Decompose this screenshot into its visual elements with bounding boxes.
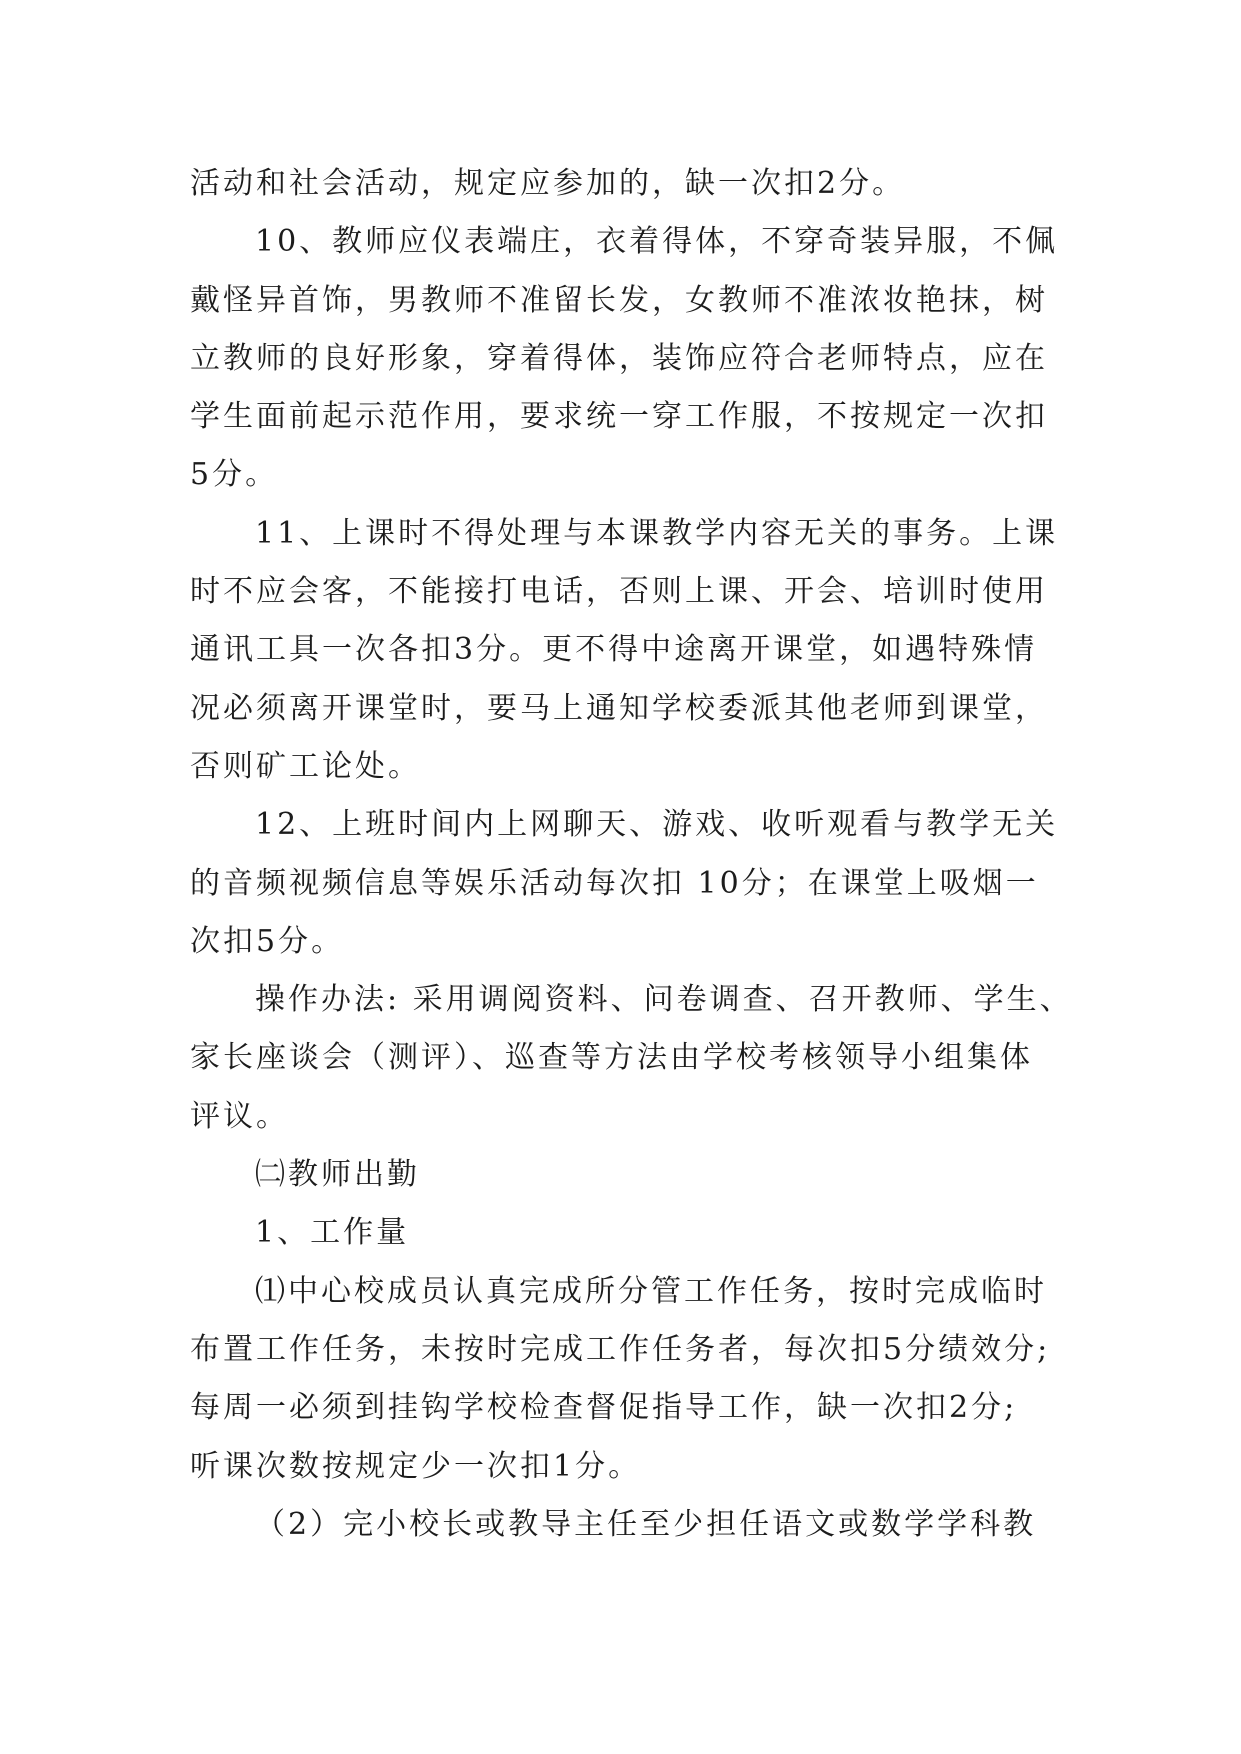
paragraph — [190, 155, 1241, 213]
text-line: 布置工作任务，未按时完成工作任务者，每次扣5分绩效分; — [190, 1331, 1051, 1367]
text-line: 5分。 — [190, 457, 279, 493]
text-line: 况必须离开课堂时，要马上通知学校委派其他老师到课堂， — [190, 690, 1048, 726]
text-line: 活动和社会活动，规定应参加的，缺一次扣2分。 — [190, 166, 906, 201]
text-line: 通讯工具一次各扣3分。更不得中途离开课堂，如遇特殊情 — [190, 632, 1038, 668]
text-line: 学生面前起示范作用，要求统一穿工作服，不按规定一次扣 — [190, 399, 1048, 435]
text-line: 11、上课时不得处理与本课教学内容无关的事务。上课 — [255, 515, 1059, 551]
paragraph — [190, 971, 1241, 1146]
text-line: 家长座谈会（测评）、巡查等方法由学校考核领导小组集体 — [190, 1040, 1033, 1076]
text-line: ⑴中心校成员认真完成所分管工作任务，按时完成临时 — [255, 1273, 1047, 1309]
text-line: （2）完小校长或教导主任至少担任语文或数学学科教 — [255, 1506, 1037, 1542]
text-line: 否则矿工论处。 — [190, 748, 421, 784]
text-line: 时不应会客，不能接打电话，否则上课、开会、培训时使用 — [190, 574, 1048, 610]
paragraph — [190, 213, 1241, 504]
section-heading — [190, 1146, 1241, 1204]
subsection-heading — [190, 1204, 1241, 1262]
paragraph — [190, 505, 1241, 796]
text-line: 听课次数按规定少一次扣1分。 — [190, 1448, 642, 1484]
text-line: 戴怪异首饰，男教师不准留长发，女教师不准浓妆艳抹，树 — [190, 282, 1048, 318]
text-line: 12、上班时间内上网聊天、游戏、收听观看与教学无关 — [255, 807, 1059, 843]
paragraph — [190, 1496, 1241, 1554]
paragraph — [190, 796, 1241, 971]
text-line: 次扣5分。 — [190, 923, 345, 959]
text-line: 操作办法: 采用调阅资料、问卷调查、召开教师、学生、 — [255, 982, 1073, 1018]
text-line: 的音频视频信息等娱乐活动每次扣 10分；在课堂上吸烟一 — [190, 865, 1039, 901]
text-line: 10、教师应仪表端庄，衣着得体，不穿奇装异服，不佩 — [255, 224, 1059, 260]
text-line: 每周一必须到挂钩学校检查督促指导工作，缺一次扣2分; — [190, 1390, 1018, 1426]
paragraph — [190, 1263, 1241, 1496]
heading-line: ㈡教师出勤 — [255, 1157, 420, 1193]
text-line: 立教师的良好形象，穿着得体，装饰应符合老师特点，应在 — [190, 340, 1048, 376]
text-line: 评议。 — [190, 1098, 289, 1134]
heading-line: 1、工作量 — [255, 1215, 410, 1251]
